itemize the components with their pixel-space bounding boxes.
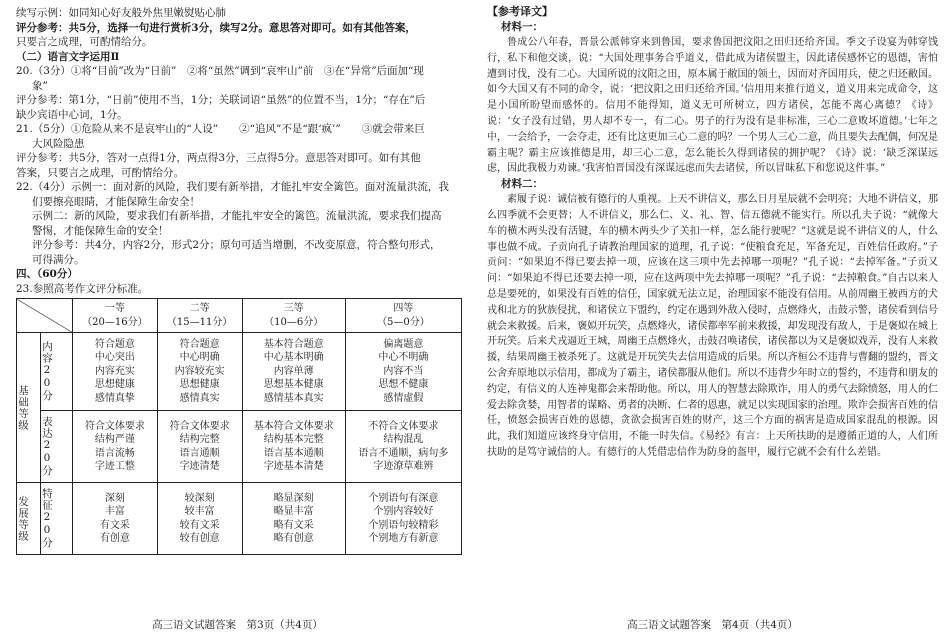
rubric-cell: 基本符合题意 中心基本明确 内容单薄 思想基本健康 感情基本真实	[242, 333, 345, 411]
text-line: 示例二：新的风险，要求我们有新举措，才能扎牢安全的篱笆。流量洪流，要求我们提高	[32, 210, 442, 222]
grade-header: 二等 （15—11分）	[157, 299, 242, 333]
page-footer: 高三语文试题答案 第3页（共4页）	[152, 619, 323, 631]
text-line: 评分参考：共5分，答对一点得1分，两点得3分，三点得5分。意思答对即可。如有其他	[16, 152, 421, 164]
material-two-label: 材料二：	[501, 178, 543, 191]
text-line: 评分参考：共4分，内容2分，形式2分；原句可适当增删，不改变原意，符合整句形式，	[32, 239, 441, 251]
rubric-cell: 个别语句有深意 个别内容较好 个别语句较精彩 个别地方有新意	[345, 483, 461, 555]
text-line: 21.（5分）①危险从来不是哀牢山的“人设” ②“追风”不是“跟‘疯’” ③就会带来巨	[16, 123, 425, 135]
text-line: 评分参考：共5分，选择一句进行赏析3分，续写2分。意思答对即可。如有其他答案，	[16, 21, 416, 34]
rubric-cell: 深刻 丰富 有文采 有创意	[73, 483, 158, 555]
grade-header: 一等 （20—16分）	[73, 299, 158, 333]
grading-rubric-table	[16, 298, 462, 555]
text-line: 续写示例：如同知心好友般外焦里嫩熨贴心肺	[16, 7, 226, 19]
section-heading: 四、（60分）	[16, 268, 78, 280]
text-line: 缺少宾语中心词，1分。	[16, 108, 128, 121]
criterion-content: 内容20分	[41, 333, 73, 411]
section-heading: （二）语言文字运用Ⅱ	[16, 50, 120, 63]
text-line: 23.参照高考作文评分标准。	[16, 282, 149, 295]
rubric-cell: 基本符合文体要求 结构基本完整 语言基本通顺 字迹基本清楚	[242, 411, 345, 483]
grade-header: 三等 （10—6分）	[242, 299, 345, 333]
text-line: 只要言之成理，可酌情给分。	[16, 36, 153, 48]
development-level-label: 发展等级	[17, 483, 41, 555]
rubric-cell: 不符合文体要求 结构混乱 语言不通顺，病句多 字迹潦草难辨	[345, 411, 461, 483]
text-line: 答案，只要言之成理，可酌情给分。	[16, 166, 184, 179]
rubric-cell: 符合题意 中心明确 内容较充实 思想健康 感情真实	[157, 333, 242, 411]
rubric-cell: 符合文体要求 结构严谨 语言流畅 字迹工整	[73, 411, 158, 483]
material-two-text: 素履子说：诚信被有德行的人重视。上天不讲信义，那么日月星辰就不会明亮；大地不讲信义，那么四季就不会更替；人不讲信义，那么仁、义、礼、智、信五德就不能实行。所以孔夫子说：“就像大车的横木两头没有活键，车的横木两头少了关扣一样，怎么能行驶呢？”这就是说不讲信义的人，什么事也做不成。子贡向孔子请教治理国家的道理，孔子说：“使粮食充足，军备充足，百姓信任政府。”子贡问：“如果迫不得已要去掉一项，应该在这三项中先去掉哪一项呢？”孔子说：“去掉军备。”子贡又问：“如果迫不得已还要去掉一项，应在这两项中先去掉哪一项呢？”孔子说：“去掉粮食。”自古以来人总是要死的，如果没有百姓的信任，国家就无法立足，治理国家不能没有信用。从前周幽王被西方的犬戎和北方的狄族侵扰，和诸侯立下盟约，约定在遇到外敌入侵时，点燃烽火，击鼓示警，诸侯看到信号就会来救援。后来，褒姒开玩笑，点燃烽火，诸侯都率军前来救援，却发现没有敌人，于是褒姒在城上开玩笑。后来犬戎逼近王城，周幽王点燃烽火，击鼓召唤诸侯，诸侯都以为又是褒姒戏弄，没有人来救援，结果周幽王被杀死了。这就是开玩笑失去信用造成的后果。所以齐桓公不违背与曹翻的盟约，晋文公舍弃原地以示信用，都成为了霸主，诸侯都服从他们。所以不违背少年时立的誓约，不违背和朋友的约定，有信义的人连神鬼都会来帮助他。所以，用人的智慧去除欺诈，用人的勇气去除愤怒，用人的仁爱去除贪婪，用智者的谋略、勇者的决断、仁者的恩惠，就足以实现国家的治理。欺诈会损害百姓的信任，愤怒会损害百姓的恩德，贪欲会损害百姓的财产，这三个方面的祸害是造成国家混乱的根源。因此，我们知道应该终身守信用，不能一时失信。《易经》有言：上天所扶助的是遵循正道的人，人们所扶助的是笃守诚信的人。有德行的人凭借忠信作为防身的盔甲，履行它就不会有什么差错。	[487, 194, 938, 458]
text-line: 20.（3分）①将“目前”改为“日前” ②将“虽然”调到“哀牢山”前 ③在“异常”后面加“现	[16, 65, 424, 77]
material-one-text: 鲁成公八年春，晋景公派韩穿来到鲁国，要求鲁国把汶阳之田归还给齐国。季文子设宴为韩穿饯行，私下和他交谈，说：“大国处理事务合乎道义，借此成为诸侯盟主，因此诸侯感怀它的恩德，害怕遭到讨伐，没有二心。大国所说的汶阳之田，原本属于敝国的领土，因而对齐国用兵，使之归还敝国。如今大国又有不同的命令，说：‘把汶阳之田归还给齐国。’信用用来推行道义，道义用来完成命令，这是小国所盼望而感怀的。信用不能得知，道义无可所树立，四方诸侯，怎能不离心离德？《诗》说：‘女子没有过错，男人却不专一，有二心。男子的行为没有是非标准，三心二意败坏道德。’七年之中，一会给予，一会夺走，还有比这更加三心二意的吗？一个男人三心二意，尚且要失去配偶，何况是霸主呢？霸主应该推德是用，却三心二意，怎么能长久得到诸侯的拥护呢？《诗》说：‘缺乏深谋远虑，因此我极力劝谏。’我害怕晋国没有深谋远虑而失去诸侯，所以冒昧私下和您说这件事。”	[487, 37, 938, 175]
rubric-corner	[17, 299, 73, 333]
rubric-cell: 符合题意 中心突出 内容充实 思想健康 感情真挚	[73, 333, 158, 411]
rubric-cell: 略显深刻 略显丰富 略有文采 略有创意	[242, 483, 345, 555]
material-one-label: 材料一：	[501, 21, 543, 33]
translation-title: 【参考译文】	[487, 5, 553, 18]
text-line: 评分参考：第1分，“日前”使用不当，1分；关联词语“虽然”的位置不当，1分；“存在”后	[16, 94, 426, 106]
page-footer: 高三语文试题答案 第4页（共4页）	[627, 619, 798, 631]
criterion-features: 特征20分	[41, 483, 73, 555]
text-line: 大风险隐患	[32, 137, 85, 150]
rubric-cell: 较深刻 较丰富 较有文采 较有创意	[157, 483, 242, 555]
criterion-expression: 表达20分	[41, 411, 73, 483]
text-line: 警惕，才能保障生命的安全！	[32, 224, 169, 237]
text-line: 可得满分。	[32, 253, 85, 266]
basic-level-label: 基础等级	[17, 333, 41, 483]
text-line: 22.（4分）示例一：面对新的风险，我们要有新举措，才能扎牢安全篱笆。面对流量洪流，我	[16, 181, 449, 193]
right-page	[475, 0, 950, 638]
rubric-cell: 偏离题意 中心不明确 内容不当 思想不健康 感情虚假	[345, 333, 461, 411]
grade-header: 四等 （5—0分）	[345, 299, 461, 333]
rubric-cell: 符合文体要求 结构完整 语言通顺 字迹清楚	[157, 411, 242, 483]
text-line: 象”	[32, 79, 48, 92]
text-line: 们要擦亮眼睛，才能保障生命安全！	[32, 195, 200, 208]
